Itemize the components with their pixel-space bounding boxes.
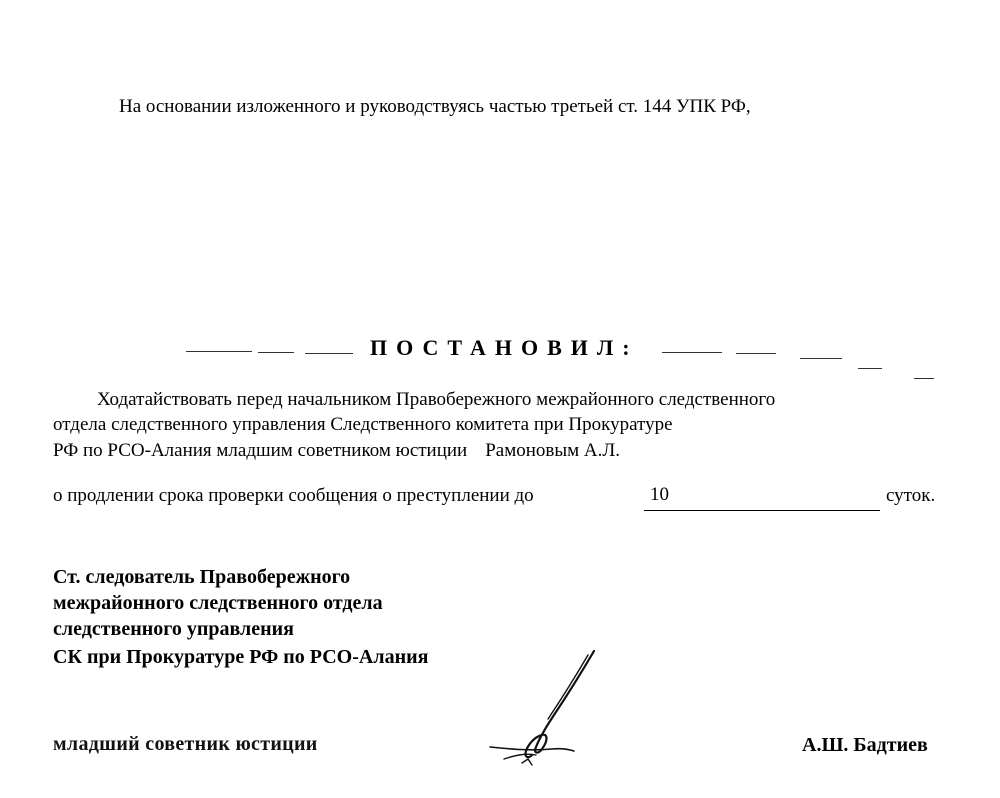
scan-artifact-dash	[186, 351, 252, 352]
handwritten-signature-icon	[470, 645, 610, 775]
body-line: отдела следственного управления Следственного комитета при Прокуратуре	[53, 414, 673, 435]
signatory-title-line: межрайонного следственного отдела	[53, 592, 383, 614]
scan-artifact-dash	[305, 353, 353, 354]
days-value: 10	[650, 484, 669, 505]
intro-paragraph: На основании изложенного и руководствуясь частью третьей ст. 144 УПК РФ,	[119, 96, 751, 117]
scan-artifact-dash	[914, 378, 934, 379]
scan-artifact-dash	[858, 368, 882, 369]
decision-heading: ПОСТАНОВИЛ:	[370, 335, 639, 360]
signatory-rank: младший советник юстиции	[53, 733, 318, 755]
signatory-title-line: СК при Прокуратуре РФ по РСО-Алания	[53, 646, 429, 668]
signatory-title-line: следственного управления	[53, 618, 294, 640]
body-line-text: РФ по РСО-Алания младшим советником юстиции	[53, 440, 468, 461]
investigator-name: Рамоновым А.Л.	[485, 440, 621, 461]
signatory-name: А.Ш. Бадтиев	[802, 734, 928, 756]
days-unit: суток.	[886, 485, 936, 506]
body-line	[53, 439, 620, 463]
body-line: Ходатайствовать перед начальником Правобережного межрайонного следственного	[97, 389, 776, 410]
scan-artifact-dash	[736, 353, 776, 354]
signatory-title-line: Ст. следователь Правобережного	[53, 566, 351, 588]
days-field	[644, 482, 880, 511]
extension-line: о продлении срока проверки сообщения о преступлении до	[53, 485, 534, 506]
scan-artifact-dash	[800, 358, 842, 359]
scan-artifact-dash	[258, 352, 294, 353]
scan-artifact-dash	[662, 352, 722, 353]
